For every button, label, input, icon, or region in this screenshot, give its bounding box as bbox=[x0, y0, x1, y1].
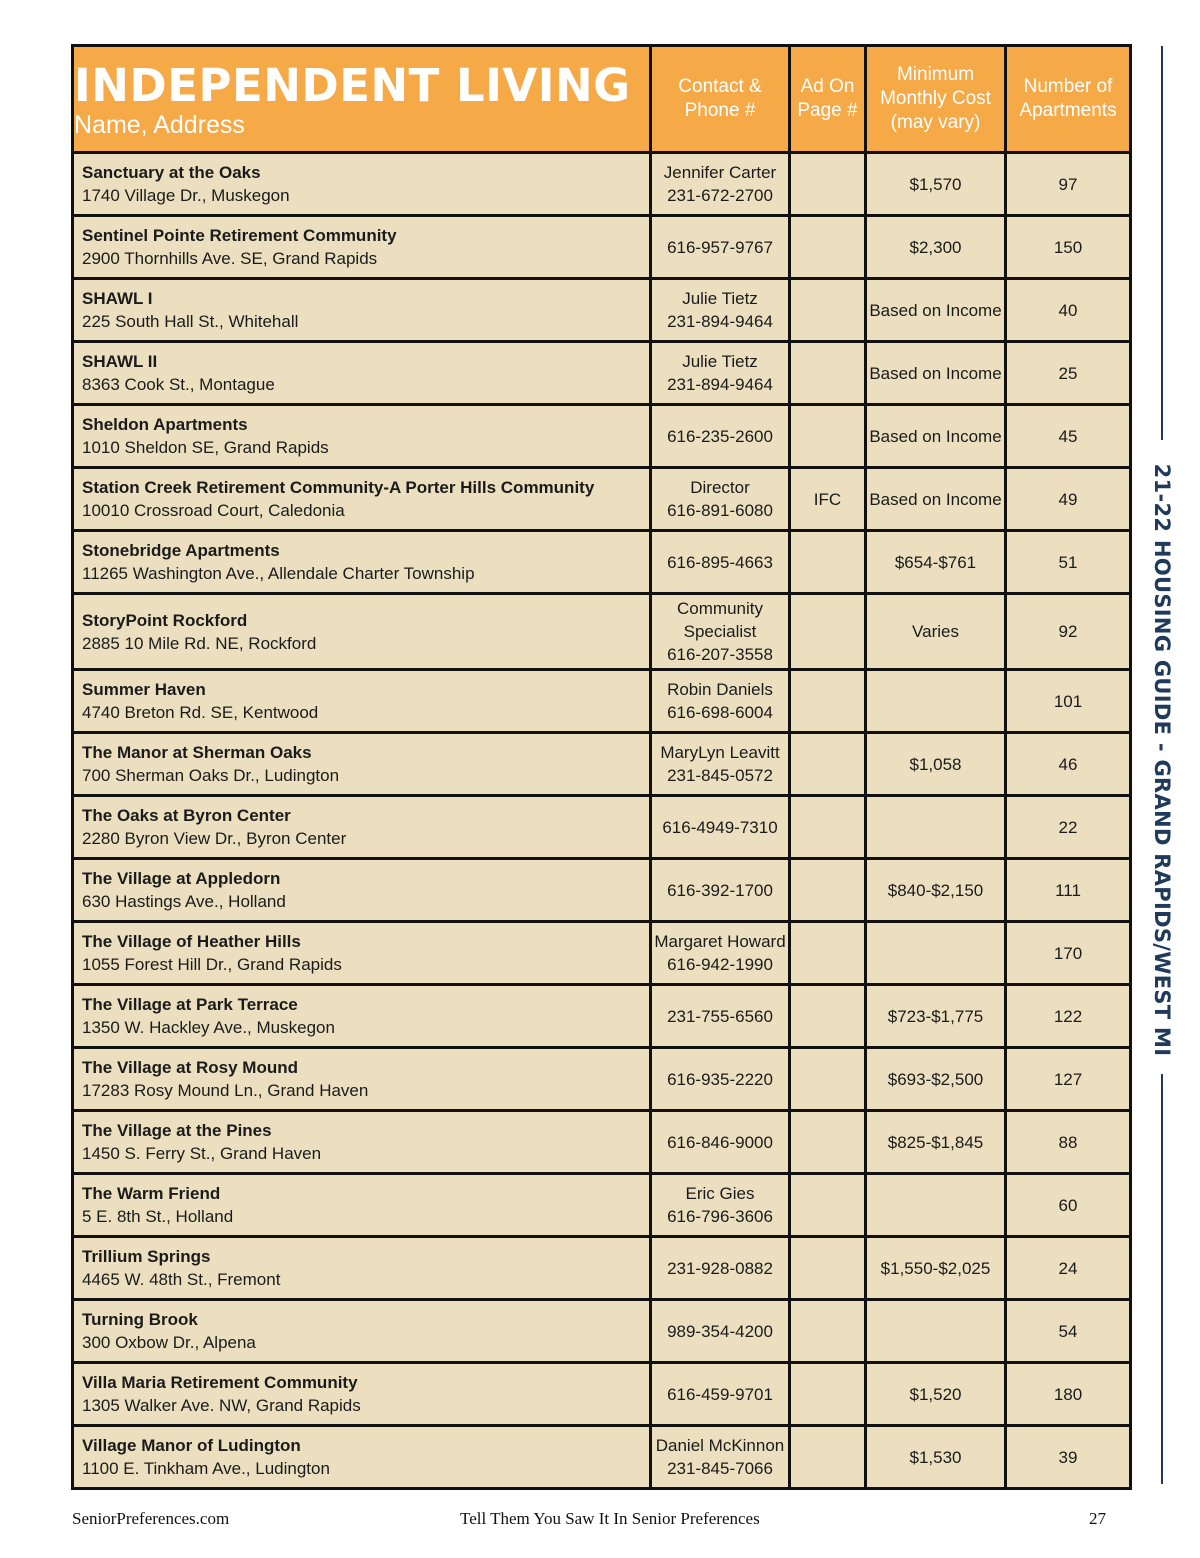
facility-name: Village Manor of Ludington bbox=[82, 1436, 301, 1455]
page-number: 27 bbox=[1089, 1509, 1106, 1528]
facility-address: 8363 Cook St., Montague bbox=[82, 375, 275, 394]
monthly-cost-cell: $723-$1,775 bbox=[866, 985, 1006, 1048]
facility-cell bbox=[73, 279, 651, 342]
ad-page-cell bbox=[790, 1426, 866, 1489]
facility-cell bbox=[73, 1174, 651, 1237]
contact-cell bbox=[651, 1426, 790, 1489]
contact-cell bbox=[651, 922, 790, 985]
monthly-cost-cell: $693-$2,500 bbox=[866, 1048, 1006, 1111]
monthly-cost-cell: Based on Income bbox=[866, 468, 1006, 531]
facility-name: Villa Maria Retirement Community bbox=[82, 1373, 358, 1392]
facility-cell bbox=[73, 468, 651, 531]
table-row bbox=[73, 922, 1131, 985]
table-row bbox=[73, 670, 1131, 733]
ad-page-cell bbox=[790, 670, 866, 733]
apartments-cell: 60 bbox=[1006, 1174, 1131, 1237]
phone-number: 231-928-0882 bbox=[667, 1258, 773, 1278]
apartments-cell: 25 bbox=[1006, 342, 1131, 405]
apartments-cell: 51 bbox=[1006, 531, 1131, 594]
contact-cell bbox=[651, 670, 790, 733]
independent-living-table bbox=[71, 44, 1132, 1490]
footer-website: SeniorPreferences.com bbox=[72, 1509, 230, 1528]
side-rule-bottom bbox=[1161, 1074, 1163, 1484]
contact-cell bbox=[651, 733, 790, 796]
apartments-cell: 150 bbox=[1006, 216, 1131, 279]
facility-cell bbox=[73, 1363, 651, 1426]
phone-number: 616-235-2600 bbox=[667, 426, 773, 446]
facility-address: 300 Oxbow Dr., Alpena bbox=[82, 1333, 256, 1352]
facility-cell bbox=[73, 1426, 651, 1489]
facility-name: The Village at the Pines bbox=[82, 1121, 272, 1140]
facility-name: Sheldon Apartments bbox=[82, 415, 248, 434]
name-address-header: Name, Address bbox=[74, 111, 245, 139]
table-row bbox=[73, 1237, 1131, 1300]
table-body bbox=[73, 153, 1131, 1489]
facility-address: 1100 E. Tinkham Ave., Ludington bbox=[82, 1459, 330, 1478]
apartments-cell: 170 bbox=[1006, 922, 1131, 985]
monthly-cost-cell: $1,570 bbox=[866, 153, 1006, 216]
contact-cell bbox=[651, 1048, 790, 1111]
apartments-cell: 111 bbox=[1006, 859, 1131, 922]
apartments-cell: 49 bbox=[1006, 468, 1131, 531]
facility-name: Stonebridge Apartments bbox=[82, 541, 280, 560]
facility-address: 4740 Breton Rd. SE, Kentwood bbox=[82, 703, 319, 722]
facility-name: Summer Haven bbox=[82, 680, 206, 699]
contact-name: Director bbox=[690, 478, 750, 497]
facility-cell bbox=[73, 405, 651, 468]
contact-cell bbox=[651, 985, 790, 1048]
facility-address: 11265 Washington Ave., Allendale Charter Township bbox=[82, 564, 475, 583]
table-header-row bbox=[73, 46, 1131, 153]
facility-cell bbox=[73, 733, 651, 796]
phone-number: 616-942-1990 bbox=[667, 955, 773, 974]
table-row bbox=[73, 733, 1131, 796]
facility-cell bbox=[73, 594, 651, 670]
facility-name: The Warm Friend bbox=[82, 1184, 221, 1203]
monthly-cost-cell: $1,550-$2,025 bbox=[866, 1237, 1006, 1300]
ad-page-cell bbox=[790, 594, 866, 670]
ad-page-cell bbox=[790, 1363, 866, 1426]
contact-cell bbox=[651, 1237, 790, 1300]
phone-number: 616-207-3558 bbox=[667, 645, 773, 664]
monthly-cost-cell: $1,058 bbox=[866, 733, 1006, 796]
facility-address: 2885 10 Mile Rd. NE, Rockford bbox=[82, 633, 317, 653]
monthly-cost-cell: $2,300 bbox=[866, 216, 1006, 279]
apartments-cell: 54 bbox=[1006, 1300, 1131, 1363]
ad-page-cell bbox=[790, 985, 866, 1048]
monthly-cost-cell: Varies bbox=[866, 594, 1006, 670]
apartments-cell: 22 bbox=[1006, 796, 1131, 859]
facility-address: 1350 W. Hackley Ave., Muskegon bbox=[82, 1018, 335, 1037]
ad-page-cell bbox=[790, 342, 866, 405]
facility-address: 1055 Forest Hill Dr., Grand Rapids bbox=[82, 955, 342, 974]
ad-page-cell bbox=[790, 796, 866, 859]
phone-number: 231-672-2700 bbox=[667, 186, 773, 205]
table-row bbox=[73, 1048, 1131, 1111]
ad-page-cell bbox=[790, 1174, 866, 1237]
facility-address: 225 South Hall St., Whitehall bbox=[82, 312, 299, 331]
facility-address: 700 Sherman Oaks Dr., Ludington bbox=[82, 766, 340, 785]
apartments-cell: 24 bbox=[1006, 1237, 1131, 1300]
contact-name: Community Specialist bbox=[677, 599, 763, 641]
facility-cell bbox=[73, 1048, 651, 1111]
contact-column-header: Contact & Phone # bbox=[651, 46, 790, 153]
apartments-cell: 45 bbox=[1006, 405, 1131, 468]
phone-number: 616-459-9701 bbox=[667, 1384, 773, 1404]
monthly-cost-cell bbox=[866, 1300, 1006, 1363]
facility-name: The Manor at Sherman Oaks bbox=[82, 743, 312, 762]
phone-number: 616-796-3606 bbox=[667, 1207, 773, 1226]
ad-page-cell bbox=[790, 405, 866, 468]
contact-name: Margaret Howard bbox=[654, 932, 786, 951]
ad-page-cell bbox=[790, 859, 866, 922]
contact-name: Eric Gies bbox=[685, 1184, 755, 1203]
side-rule-top bbox=[1161, 46, 1163, 440]
facility-address: 1450 S. Ferry St., Grand Haven bbox=[82, 1144, 322, 1163]
apartments-cell: 39 bbox=[1006, 1426, 1131, 1489]
facility-name: The Village at Appledorn bbox=[82, 869, 281, 888]
facility-cell bbox=[73, 531, 651, 594]
facility-cell bbox=[73, 1111, 651, 1174]
apartments-cell: 101 bbox=[1006, 670, 1131, 733]
monthly-cost-column-header: Minimum Monthly Cost (may vary) bbox=[866, 46, 1006, 153]
facility-address: 4465 W. 48th St., Fremont bbox=[82, 1270, 281, 1289]
facility-address: 1740 Village Dr., Muskegon bbox=[82, 186, 290, 205]
contact-cell bbox=[651, 796, 790, 859]
table-row bbox=[73, 405, 1131, 468]
phone-number: 231-845-7066 bbox=[667, 1459, 773, 1478]
ad-page-cell bbox=[790, 279, 866, 342]
table-row bbox=[73, 859, 1131, 922]
contact-name: Julie Tietz bbox=[682, 352, 758, 371]
contact-cell bbox=[651, 1363, 790, 1426]
facility-cell bbox=[73, 1300, 651, 1363]
facility-address: 10010 Crossroad Court, Caledonia bbox=[82, 501, 345, 520]
facility-name: Trillium Springs bbox=[82, 1247, 211, 1266]
phone-number: 616-846-9000 bbox=[667, 1132, 773, 1152]
apartments-cell: 88 bbox=[1006, 1111, 1131, 1174]
contact-cell bbox=[651, 342, 790, 405]
table-row bbox=[73, 216, 1131, 279]
facility-cell bbox=[73, 670, 651, 733]
facility-cell bbox=[73, 985, 651, 1048]
table-row bbox=[73, 153, 1131, 216]
table-row bbox=[73, 1363, 1131, 1426]
phone-number: 231-755-6560 bbox=[667, 1006, 773, 1026]
ad-page-cell bbox=[790, 922, 866, 985]
contact-name: Jennifer Carter bbox=[663, 163, 777, 182]
facility-cell bbox=[73, 1237, 651, 1300]
facility-address: 1305 Walker Ave. NW, Grand Rapids bbox=[82, 1396, 361, 1415]
side-guide-label: 21-22 HOUSING GUIDE - GRAND RAPIDS/WEST MI bbox=[1150, 463, 1174, 1057]
table-row bbox=[73, 468, 1131, 531]
facility-name: StoryPoint Rockford bbox=[82, 610, 248, 630]
phone-number: 616-4949-7310 bbox=[662, 817, 778, 837]
contact-cell bbox=[651, 531, 790, 594]
phone-number: 616-957-9767 bbox=[667, 237, 773, 257]
ad-page-cell bbox=[790, 531, 866, 594]
facility-cell bbox=[73, 922, 651, 985]
facility-name: The Village of Heather Hills bbox=[82, 932, 301, 951]
apartments-cell: 122 bbox=[1006, 985, 1131, 1048]
contact-cell bbox=[651, 1300, 790, 1363]
table-row bbox=[73, 985, 1131, 1048]
ad-page-cell bbox=[790, 153, 866, 216]
phone-number: 989-354-4200 bbox=[667, 1321, 773, 1341]
monthly-cost-cell bbox=[866, 670, 1006, 733]
contact-cell bbox=[651, 405, 790, 468]
facility-cell bbox=[73, 859, 651, 922]
facility-address: 2280 Byron View Dr., Byron Center bbox=[82, 829, 347, 848]
phone-number: 616-698-6004 bbox=[667, 703, 773, 722]
facility-name: The Village at Rosy Mound bbox=[82, 1058, 298, 1077]
phone-number: 616-895-4663 bbox=[667, 552, 773, 572]
table-row bbox=[73, 594, 1131, 670]
phone-number: 231-894-9464 bbox=[667, 312, 773, 331]
facility-name: Sentinel Pointe Retirement Community bbox=[82, 226, 397, 245]
ad-page-cell: IFC bbox=[790, 468, 866, 531]
facility-name: Turning Brook bbox=[82, 1310, 198, 1329]
facility-name: Sanctuary at the Oaks bbox=[82, 163, 261, 182]
table-row bbox=[73, 342, 1131, 405]
monthly-cost-cell bbox=[866, 1174, 1006, 1237]
facility-address: 17283 Rosy Mound Ln., Grand Haven bbox=[82, 1081, 369, 1100]
monthly-cost-cell: Based on Income bbox=[866, 342, 1006, 405]
contact-name: Daniel McKinnon bbox=[655, 1436, 785, 1455]
apartments-cell: 127 bbox=[1006, 1048, 1131, 1111]
facility-name: SHAWL I bbox=[82, 289, 153, 308]
monthly-cost-cell: $840-$2,150 bbox=[866, 859, 1006, 922]
monthly-cost-cell: Based on Income bbox=[866, 405, 1006, 468]
ad-page-cell bbox=[790, 1237, 866, 1300]
monthly-cost-cell bbox=[866, 922, 1006, 985]
facility-address: 2900 Thornhills Ave. SE, Grand Rapids bbox=[82, 249, 378, 268]
monthly-cost-cell: $654-$761 bbox=[866, 531, 1006, 594]
ad-page-cell bbox=[790, 733, 866, 796]
phone-number: 616-891-6080 bbox=[667, 501, 773, 520]
monthly-cost-cell: $1,520 bbox=[866, 1363, 1006, 1426]
facility-address: 5 E. 8th St., Holland bbox=[82, 1207, 234, 1226]
table-row bbox=[73, 796, 1131, 859]
ad-page-cell bbox=[790, 1111, 866, 1174]
contact-cell bbox=[651, 1111, 790, 1174]
facility-name: The Village at Park Terrace bbox=[82, 995, 298, 1014]
table-row bbox=[73, 1426, 1131, 1489]
monthly-cost-cell bbox=[866, 796, 1006, 859]
ad-page-column-header: Ad On Page # bbox=[790, 46, 866, 153]
contact-cell bbox=[651, 859, 790, 922]
phone-number: 616-935-2220 bbox=[667, 1069, 773, 1089]
table-row bbox=[73, 1174, 1131, 1237]
contact-name: Robin Daniels bbox=[667, 680, 773, 699]
contact-cell bbox=[651, 279, 790, 342]
footer-tagline: Tell Them You Saw It In Senior Preferences bbox=[460, 1509, 760, 1528]
page-title: INDEPENDENT LIVING bbox=[74, 59, 631, 112]
table-row bbox=[73, 1111, 1131, 1174]
facility-cell bbox=[73, 342, 651, 405]
apartments-cell: 40 bbox=[1006, 279, 1131, 342]
contact-name: MaryLyn Leavitt bbox=[660, 743, 780, 762]
monthly-cost-cell: Based on Income bbox=[866, 279, 1006, 342]
ad-page-cell bbox=[790, 1048, 866, 1111]
apartments-cell: 46 bbox=[1006, 733, 1131, 796]
facility-name: The Oaks at Byron Center bbox=[82, 806, 291, 825]
contact-cell bbox=[651, 1174, 790, 1237]
section-heading bbox=[73, 46, 651, 153]
table-row bbox=[73, 531, 1131, 594]
monthly-cost-cell: $1,530 bbox=[866, 1426, 1006, 1489]
table-row bbox=[73, 279, 1131, 342]
facility-cell bbox=[73, 153, 651, 216]
apartments-cell: 97 bbox=[1006, 153, 1131, 216]
phone-number: 231-845-0572 bbox=[667, 766, 773, 785]
contact-name: Julie Tietz bbox=[682, 289, 758, 308]
facility-address: 1010 Sheldon SE, Grand Rapids bbox=[82, 438, 329, 457]
facility-name: SHAWL II bbox=[82, 352, 158, 371]
apartments-cell: 92 bbox=[1006, 594, 1131, 670]
contact-cell bbox=[651, 594, 790, 670]
contact-cell bbox=[651, 216, 790, 279]
monthly-cost-cell: $825-$1,845 bbox=[866, 1111, 1006, 1174]
facility-cell bbox=[73, 216, 651, 279]
phone-number: 616-392-1700 bbox=[667, 880, 773, 900]
apartments-cell: 180 bbox=[1006, 1363, 1131, 1426]
ad-page-cell bbox=[790, 1300, 866, 1363]
apartments-column-header: Number of Apartments bbox=[1006, 46, 1131, 153]
phone-number: 231-894-9464 bbox=[667, 375, 773, 394]
contact-cell bbox=[651, 468, 790, 531]
facility-name: Station Creek Retirement Community-A Porter Hills Community bbox=[82, 478, 595, 497]
contact-cell bbox=[651, 153, 790, 216]
table-row bbox=[73, 1300, 1131, 1363]
facility-address: 630 Hastings Ave., Holland bbox=[82, 892, 286, 911]
ad-page-cell bbox=[790, 216, 866, 279]
facility-cell bbox=[73, 796, 651, 859]
